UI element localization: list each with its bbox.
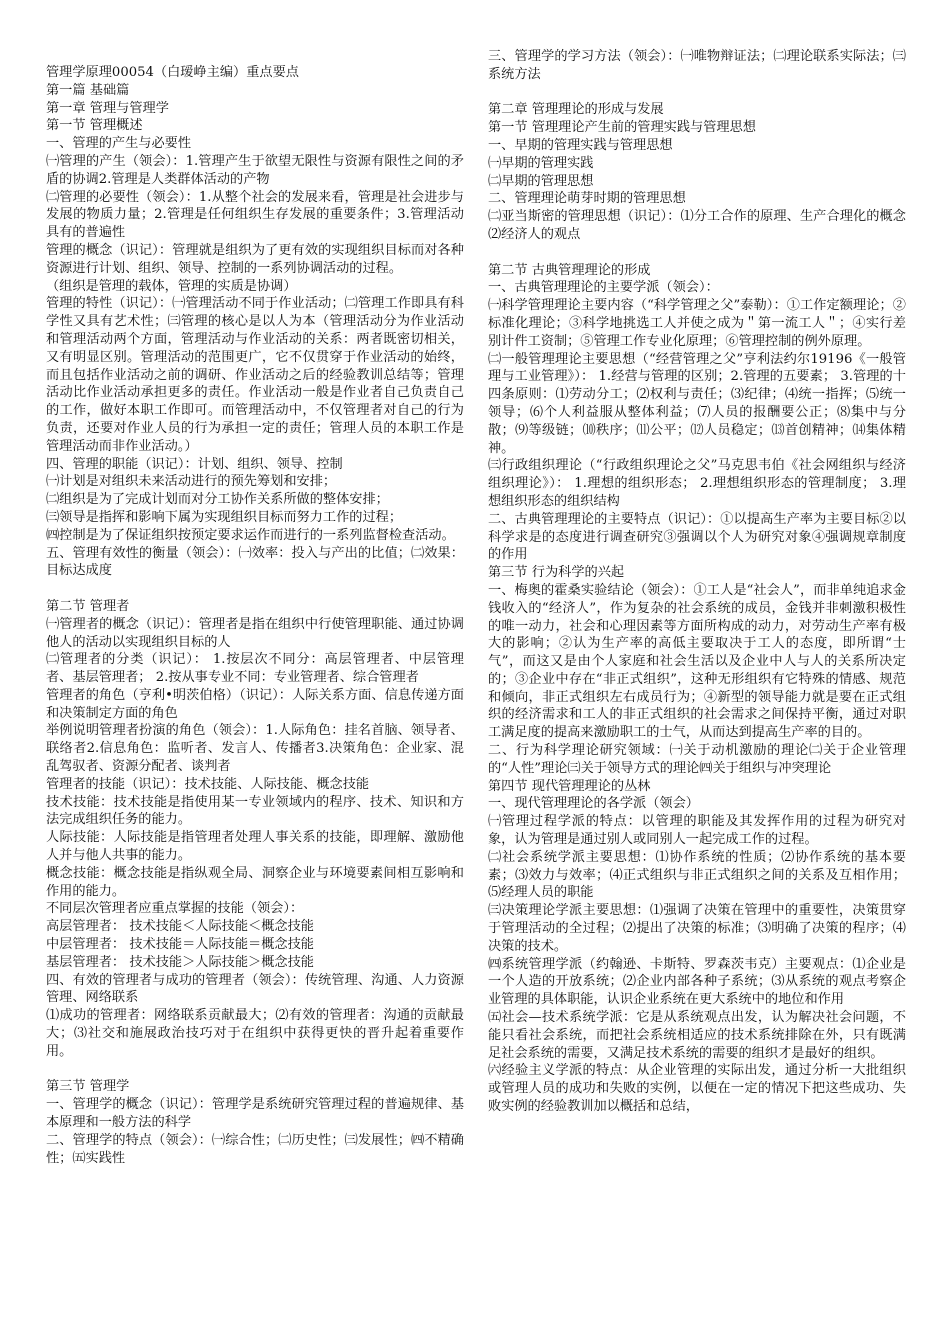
paragraph: ㈡组织是为了完成计划而对分工协作关系所做的整体安排；: [46, 492, 389, 508]
paragraph: ㈡亚当斯密的管理思想（识记）：⑴分工合作的原理、生产合理化的概念⑵经济人的观点: [488, 209, 906, 242]
paragraph: 中层管理者： 技术技能＝人际技能＝概念技能: [46, 937, 314, 953]
paragraph: （组织是管理的载体，管理的实质是协调）: [46, 278, 297, 294]
paragraph: ㈡管理者的分类（识记）： 1.按层次不同分：高层管理者、中层管理者、基层管理者； 2.按从事专业不同：专业管理者、综合管理者: [46, 652, 464, 686]
paragraph: ㈠管理者的概念（识记）：管理者是指在组织中行使管理职能、通过协调他人的活动以实现组织目标的人: [46, 616, 464, 650]
paragraph: 四、有效的管理者与成功的管理者（领会）：传统管理、沟通、人力资源管理、网络联系: [46, 972, 464, 1006]
paragraph: ㈤社会—技术系统学派：它是从系统观点出发，认为解决社会问题，不能只看社会系统，而把社会系统相适应的技术系统排除在外，只有既满足社会系统的需要，又满足技术系统的需要的组织才是最好的组织。: [488, 1010, 906, 1061]
paragraph: ⑴成功的管理者：网络联系贡献最大；⑵有效的管理者：沟通的贡献最大；⑶社交和施展政治技巧对于在组织中获得更快的晋升起着重要作用。: [46, 1008, 464, 1059]
paragraph: 一、管理学的概念（识记）：管理学是系统研究管理过程的普遍规律、基本原理和一般方法的科学: [46, 1097, 464, 1131]
paragraph: 第四节 现代管理理论的丛林: [488, 778, 651, 794]
paragraph: 不同层次管理者应重点掌握的技能（领会）：: [46, 901, 304, 917]
paragraph: ㈠计划是对组织未来活动进行的预先筹划和安排；: [46, 474, 337, 490]
right-column: [488, 48, 906, 1116]
paragraph: 高层管理者： 技术技能＜人际技能＜概念技能: [46, 919, 314, 935]
paragraph: 四、管理的职能（识记）：计划、组织、领导、控制: [46, 456, 343, 472]
paragraph: ㈡社会系统学派主要思想：⑴协作系统的性质；⑵协作系统的基本要素；⑶效力与效率；⑷正式组织与非正式组织之间的关系及互相作用；⑸经理人员的职能: [488, 849, 906, 901]
paragraph: ㈢行政组织理论（“行政组织理论之父”马克思韦伯《社会网组织与经济组织理论》）： 1.理想的组织形态； 2.理想组织形态的管理制度； 3.理想组织形态的组织结构: [488, 458, 906, 509]
paragraph: 一、古典管理理论的主要学派（领会）：: [488, 280, 719, 296]
paragraph: 第二章 管理理论的形成与发展: [488, 102, 664, 118]
paragraph: [488, 244, 906, 262]
paragraph: 管理的特性（识记）：㈠管理活动不同于作业活动；㈡管理工作即具有科学性又具有艺术性；㈢管理的核心是以人为本（管理活动分为作业活动和管理活动两个方面，管理活动与作业活动的关系：两者既密切相关，又有明显区别。管理活动的范围更广，它不仅贯穿于作业活动的始终，而且包括作业活动之前的调研、作业活动之后的经验教训总结等；管理活动比作业活动承担更多的责任。作业活动一般是作业者自己负责自己的工作，做好本职工作即可。而管理活动中，不仅管理者对自己的行为负责，还要对作业人员的行为承担一定的责任；管理人员的本职工作是管理活动而非作业活动。）: [46, 296, 464, 454]
paragraph: 一、早期的管理实践与管理思想: [488, 137, 673, 153]
paragraph: 举例说明管理者扮演的角色（领会）：1.人际角色：挂名首脑、领导者、联络者2.信息角色：监听者、发言人、传播者3.决策角色：企业家、混乱驾驭者、资源分配者、谈判者: [46, 723, 464, 775]
paragraph: ㈥经验主义学派的特点：从企业管理的实际出发，通过分析一大批组织或管理人员的成功和失败的实例，以便在一定的情况下把这些成功、失败实例的经验教训加以概括和总结，: [488, 1063, 906, 1115]
paragraph: 管理的概念（识记）：管理就是组织为了更有效的实现组织目标而对各种资源进行计划、组织、领导、控制的一系列协调活动的过程。: [46, 242, 464, 276]
paragraph: 三、管理学的学习方法（领会）：㈠唯物辩证法；㈡理论联系实际法；㈢系统方法: [488, 49, 906, 82]
paragraph: ㈣控制是为了保证组织按预定要求运作而进行的一系列监督检查活动。: [46, 527, 455, 543]
paragraph: 一、管理的产生与必要性: [46, 136, 192, 152]
paragraph: 管理者的角色（亨利•明茨伯格）（识记）：人际关系方面、信息传递方面和决策制定方面的角色: [46, 687, 464, 721]
paragraph: ㈠管理的产生（领会）：1.管理产生于欲望无限性与资源有限性之间的矛盾的协调2.管理是人类群体活动的产物: [46, 153, 464, 187]
paragraph: 第一章 管理与管理学: [46, 100, 169, 116]
paragraph: 五、管理有效性的衡量（领会）：㈠效率：投入与产出的比值；㈡效果：目标达成度: [46, 545, 464, 579]
paragraph: ㈡管理的必要性（领会）：1.从整个社会的发展来看，管理是社会进步与发展的物质力量；2.管理是任何组织生存发展的重要条件；3.管理活动具有的普遍性: [46, 189, 464, 241]
paragraph: 管理者的技能（识记）：技术技能、人际技能、概念技能: [46, 776, 370, 792]
paragraph: 基层管理者： 技术技能＞人际技能＞概念技能: [46, 954, 314, 970]
paragraph: 第一篇 基础篇: [46, 82, 130, 98]
paragraph: ㈠早期的管理实践: [488, 155, 594, 171]
paragraph: 第一节 管理理论产生前的管理实践与管理思想: [488, 120, 756, 136]
paragraph: ㈣系统管理学派（约翰逊、卡斯特、罗森茨韦克）主要观点：⑴企业是一个人造的开放系统；⑵企业内部各种子系统；⑶从系统的观点考察企业管理的具体职能，认识企业系统在更大系统中的地位和作用: [488, 956, 906, 1008]
paragraph: 技术技能：技术技能是指使用某一专业领域内的程序、技术、知识和方法完成组织任务的能力。: [46, 794, 464, 828]
paragraph: 二、管理理论萌芽时期的管理思想: [488, 191, 686, 207]
paragraph: 一、梅奥的霍桑实验结论（领会）：①工人是“社会人”，而非单纯追求金钱收入的“经济人”，作为复杂的社会系统的成员，金钱并非刺激积极性的唯一动力，社会和心理因素等方面所构成的动力，对劳动生产率有极大的影响；②认为生产率的高低主要取决于工人的态度，即所谓“士气”，而这又是由个人家庭和社会生活以及企业中人与人的关系所决定的；③企业中存在“非正式组织”，这种无形组织有它特殊的情感、规范和倾向，非正式组织左右成员行为；④新型的领导能力就是要在正式组织的经济需求和工人的非正式组织的社会需求之间保持平衡，通过对职工满足度的提高来激励职工的士气，从而达到提高生产率的目的。: [488, 582, 906, 741]
paragraph: ㈠管理过程学派的特点：以管理的职能及其发挥作用的过程为研究对象，认为管理是通过别人或同别人一起完成工作的过程。: [488, 814, 906, 848]
paragraph: [46, 580, 464, 598]
paragraph: 概念技能：概念技能是指纵观全局、洞察企业与环境要素间相互影响和作用的能力。: [46, 865, 464, 899]
paragraph: ㈠科学管理理论主要内容（“科学管理之父”泰勒）：①工作定额理论；②标准化理论；③科学地挑选工人并使之成为＂第一流工人＂；④实行差别计件工资制；⑤管理工作专业化原理；⑥管理控制的例外原理。: [488, 298, 906, 349]
paragraph: ㈢领导是指挥和影响下属为实现组织目标而努力工作的过程；: [46, 509, 403, 525]
paragraph: 一、现代管理理论的各学派（领会）: [488, 796, 699, 812]
paragraph: ㈢决策理论学派主要思想：⑴强调了决策在管理中的重要性，决策贯穿于管理活动的全过程；⑵提出了决策的标准；⑶明确了决策的程序；⑷决策的技术。: [488, 903, 906, 954]
paragraph: 管理学原理00054（白瑷峥主编）重点要点: [46, 65, 299, 80]
paragraph: ㈡早期的管理思想: [488, 173, 594, 189]
paragraph: 第二节 管理者: [46, 598, 130, 614]
paragraph: 第三节 管理学: [46, 1079, 130, 1095]
paragraph: ㈡一般管理理论主要思想（“经营管理之父”亨利法约尔19196《一般管理与工业管理》）： 1.经营与管理的区别；2.管理的五要素； 3.管理的十四条原则：⑴劳动分工；⑵权利与责任；⑶纪律；⑷统一指挥；⑸统一领导；⑹个人利益服从整体利益；⑺人员的报酬要公正；⑻集中与分散；⑼等级链；⑽秩序；⑾公平；⑿人员稳定；⒀首创精神；⒁集体精神。: [488, 351, 906, 456]
paragraph: [46, 1061, 464, 1079]
paragraph: 二、行为科学理论研究领域：㈠关于动机激励的理论㈡关于企业管理的“人性”理论㈢关于领导方式的理论㈣关于组织与冲突理论: [488, 743, 906, 776]
paragraph: 第一节 管理概述: [46, 118, 143, 134]
paragraph: 第二节 古典管理理论的形成: [488, 262, 651, 278]
left-column: [46, 64, 464, 1167]
paragraph: 二、管理学的特点（领会）：㈠综合性；㈡历史性；㈢发展性；㈣不精确性；㈤实践性: [46, 1132, 464, 1166]
paragraph: [488, 84, 906, 102]
paragraph: 人际技能：人际技能是指管理者处理人事关系的技能，即理解、激励他人并与他人共事的能力。: [46, 830, 464, 864]
paragraph: 二、古典管理理论的主要特点（识记）：①以提高生产率为主要目标②以科学求是的态度进行调查研究③强调以个人为研究对象④强调规章制度的作用: [488, 511, 906, 563]
paragraph: 第三节 行为科学的兴起: [488, 565, 625, 581]
